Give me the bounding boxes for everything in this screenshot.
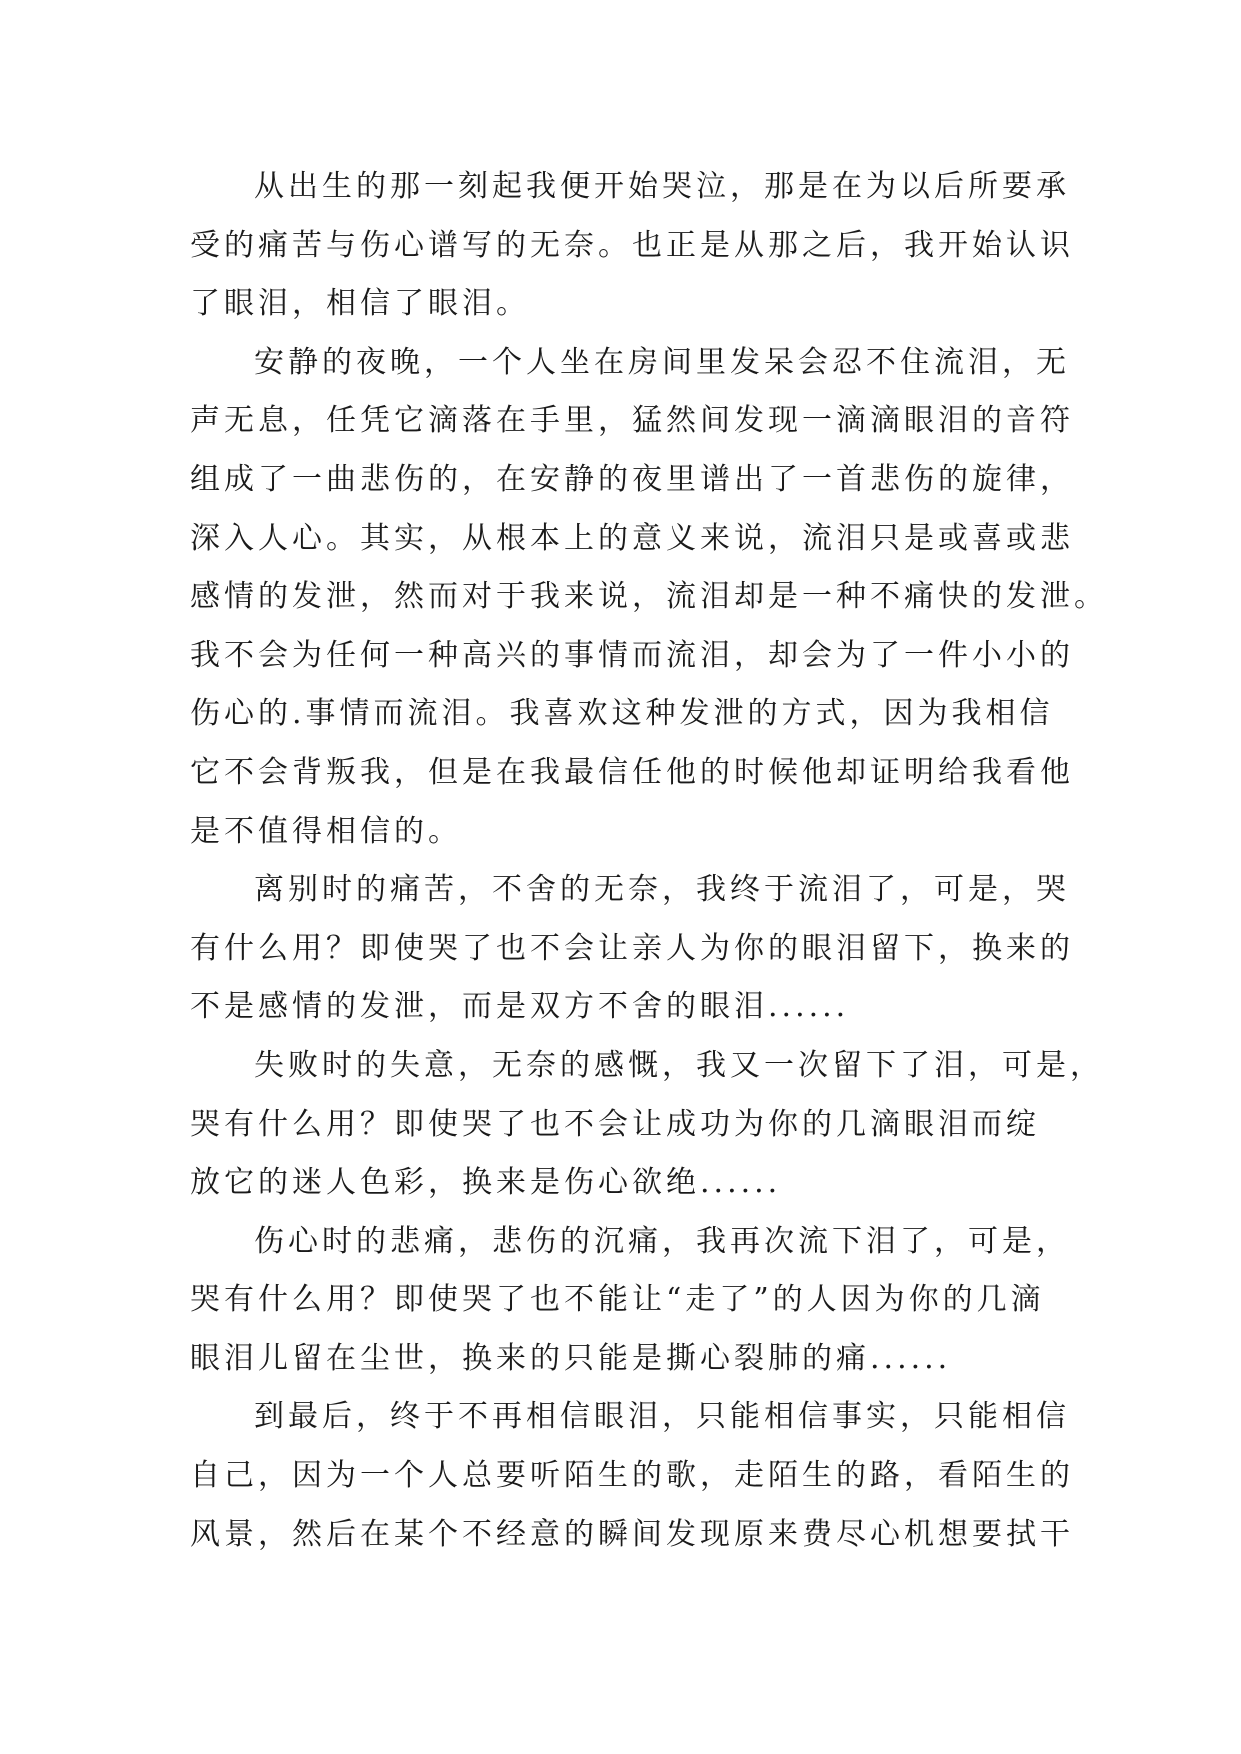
paragraph-line: 了眼泪，相信了眼泪。 (190, 286, 530, 322)
paragraph-line: 从出生的那一刻起我便开始哭泣，那是在为以后所要承 (254, 169, 1070, 204)
paragraph-line: 声无息，任凭它滴落在手里，猛然间发现一滴滴眼泪的音符 (190, 403, 1074, 439)
paragraph-line: 组成了一曲悲伤的，在安静的夜里谱出了一首悲伤的旋律， (190, 461, 1074, 497)
paragraph-line: 离别时的痛苦，不舍的无奈，我终于流泪了，可是，哭 (254, 872, 1070, 908)
paragraph-4 (190, 1037, 1104, 1213)
paragraph-line: 失败时的失意，无奈的感慨，我又一次留下了泪，可是， (254, 1047, 1104, 1083)
paragraph-line: 它不会背叛我，但是在我最信任他的时候他却证明给我看他 (190, 754, 1074, 790)
document-body (190, 158, 1108, 1564)
paragraph-line: 是不值得相信的。 (190, 813, 462, 849)
paragraph-line: 受的痛苦与伤心谱写的无奈。也正是从那之后，我开始认识 (190, 227, 1074, 263)
paragraph-line: 放它的迷人色彩，换来是伤心欲绝...... (190, 1165, 782, 1201)
paragraph-line: 哭有什么用？即使哭了也不会让成功为你的几滴眼泪而绽 (190, 1106, 1040, 1142)
paragraph-line: 哭有什么用？即使哭了也不能让“走了”的人因为你的几滴 (190, 1282, 1045, 1318)
paragraph-5 (190, 1213, 1070, 1389)
paragraph-line: 眼泪儿留在尘世，换来的只能是撕心裂肺的痛...... (190, 1340, 952, 1376)
paragraph-line: 风景，然后在某个不经意的瞬间发现原来费尽心机想要拭干 (190, 1516, 1074, 1552)
paragraph-3 (190, 861, 1074, 1037)
paragraph-line: 伤心时的悲痛，悲伤的沉痛，我再次流下泪了，可是， (254, 1223, 1070, 1259)
paragraph-2 (190, 334, 1108, 861)
paragraph-line: 深入人心。其实，从根本上的意义来说，流泪只是或喜或悲 (190, 520, 1074, 556)
paragraph-line: 到最后，终于不再相信眼泪，只能相信事实，只能相信 (254, 1399, 1070, 1435)
paragraph-line: 安静的夜晚，一个人坐在房间里发呆会忍不住流泪，无 (254, 344, 1070, 380)
paragraph-line: 我不会为任何一种高兴的事情而流泪，却会为了一件小小的 (190, 637, 1074, 673)
paragraph-line: 感情的发泄，然而对于我来说，流泪却是一种不痛快的发泄。 (190, 579, 1108, 615)
paragraph-line: 有什么用？即使哭了也不会让亲人为你的眼泪留下，换来的 (190, 930, 1074, 966)
paragraph-line: 伤心的.事情而流泪。我喜欢这种发泄的方式，因为我相信 (190, 696, 1054, 732)
paragraph-1 (190, 158, 1074, 334)
paragraph-line: 不是感情的发泄，而是双方不舍的眼泪...... (190, 989, 850, 1025)
paragraph-6 (190, 1388, 1074, 1564)
paragraph-line: 自己，因为一个人总要听陌生的歌，走陌生的路，看陌生的 (190, 1458, 1074, 1494)
